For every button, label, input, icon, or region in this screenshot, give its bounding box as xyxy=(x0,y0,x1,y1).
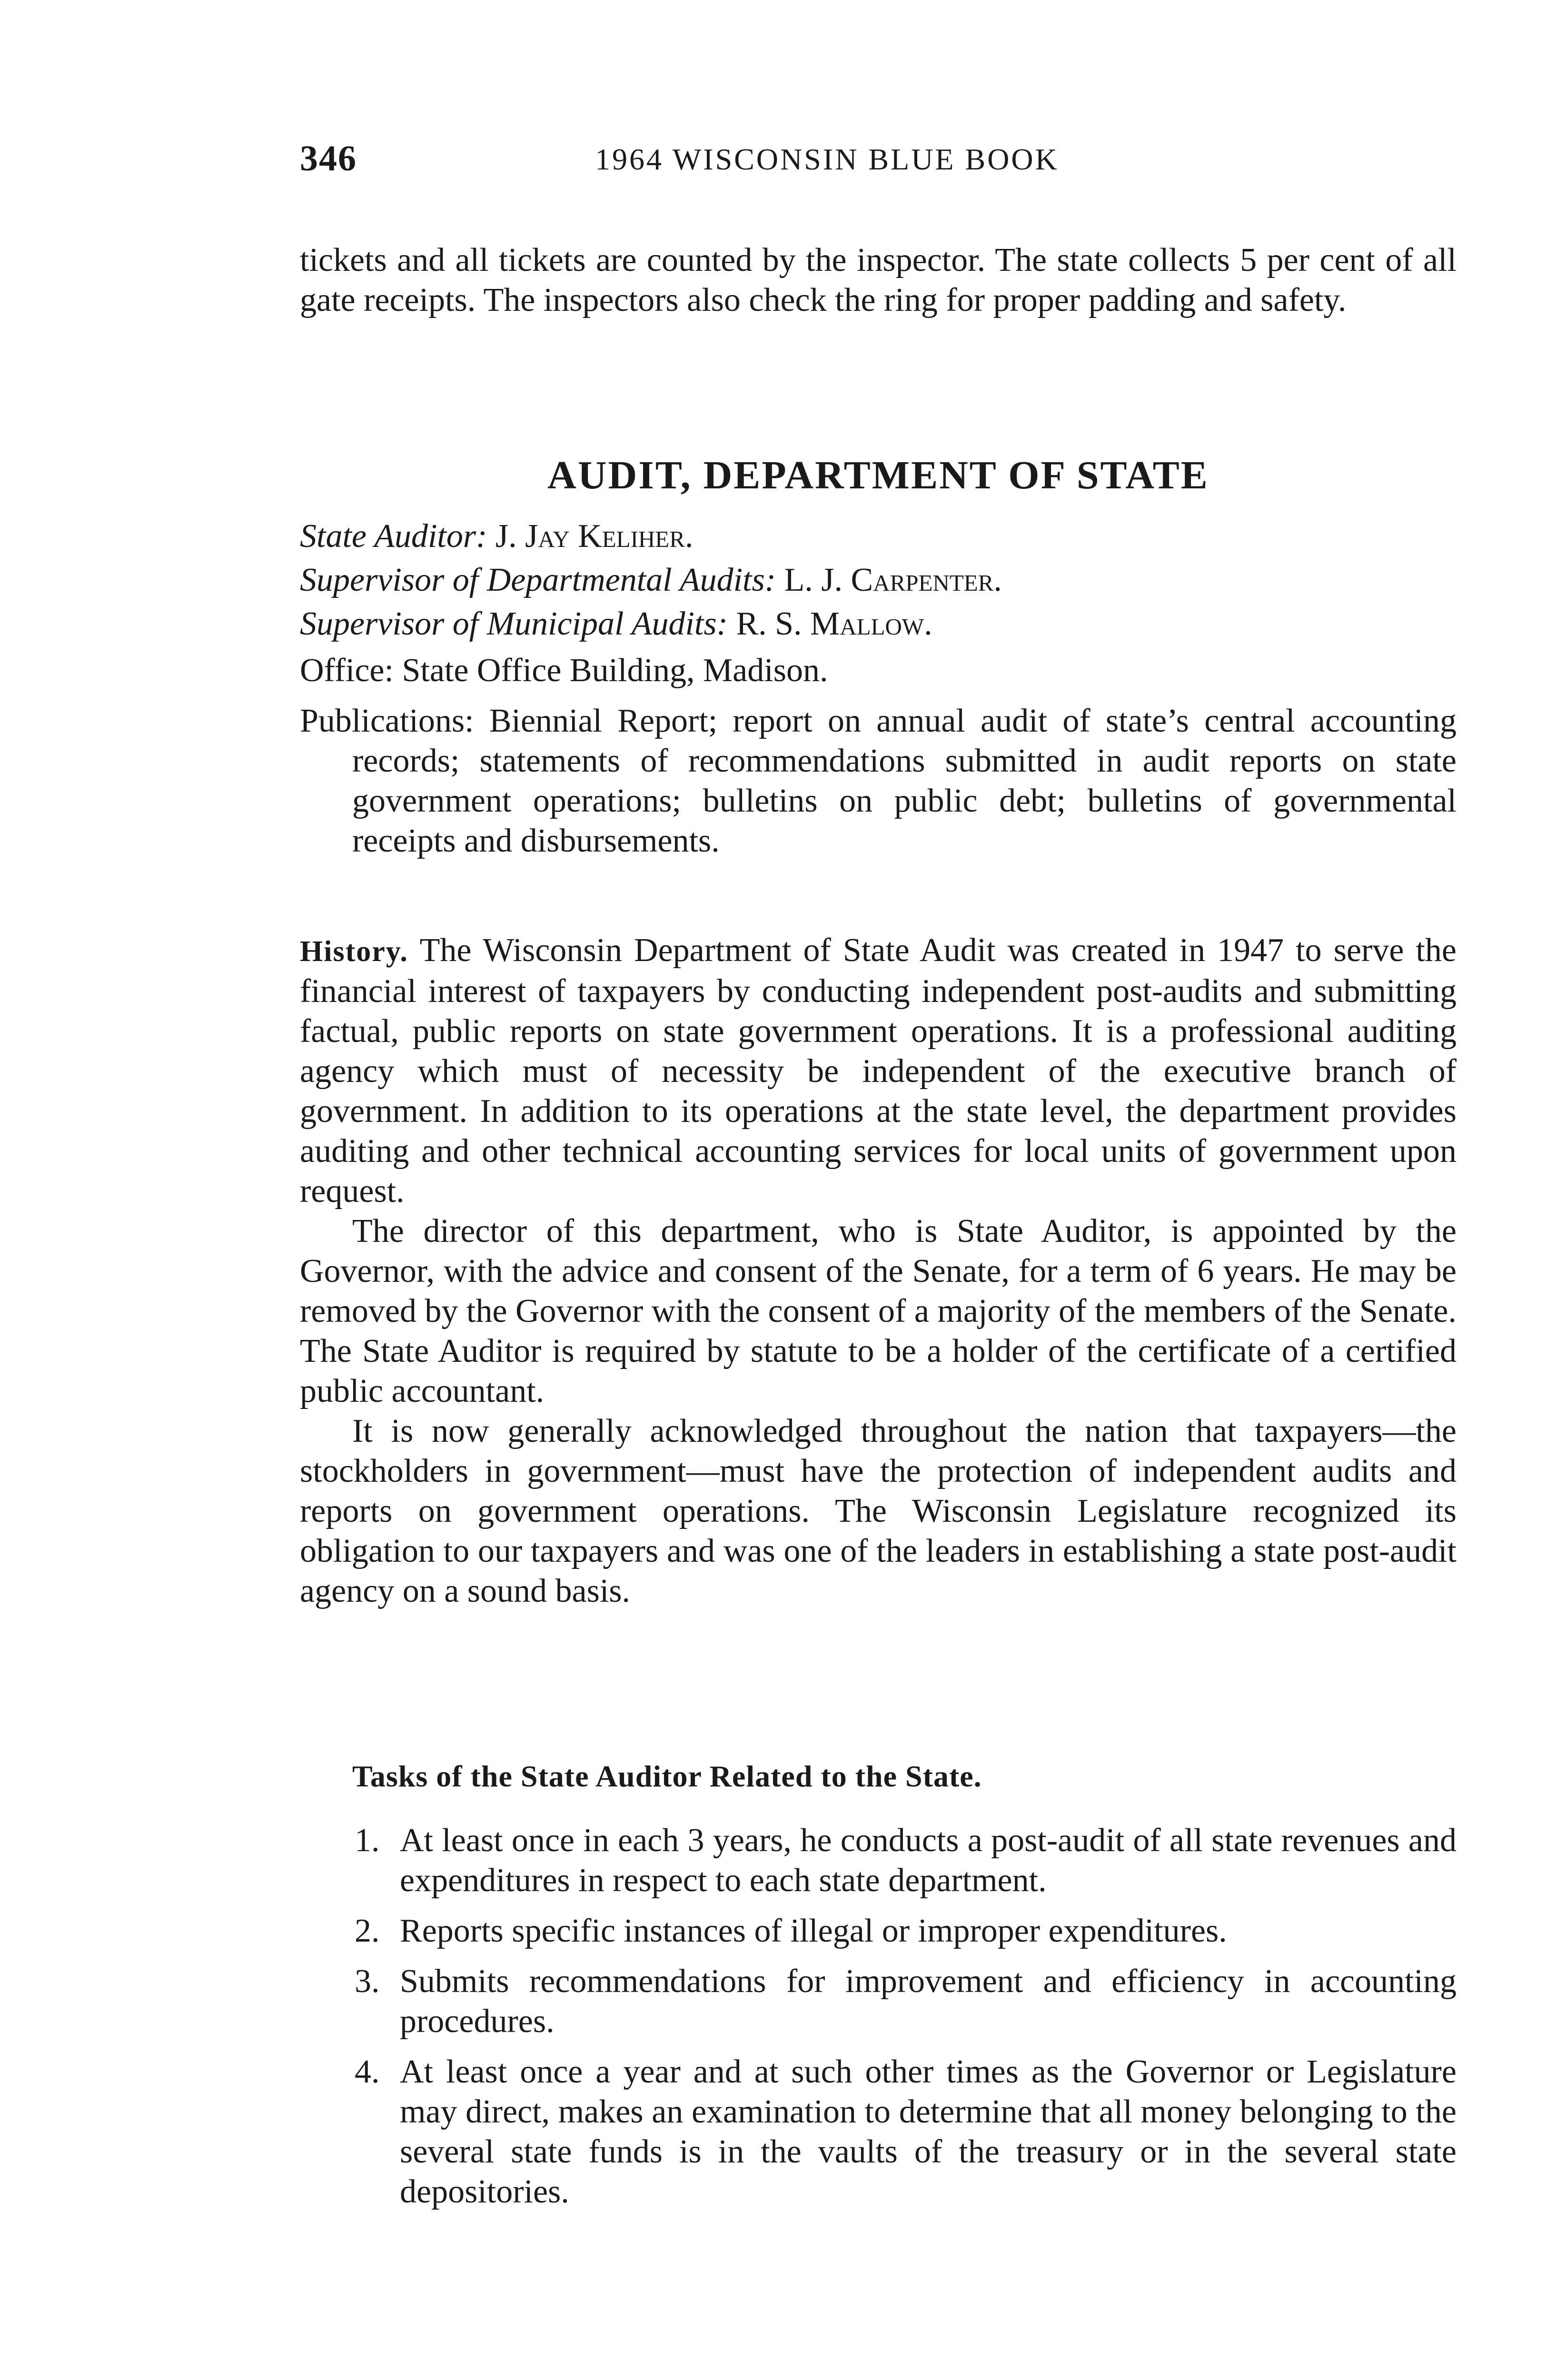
list-item xyxy=(300,1962,1457,2042)
official-role: State Auditor: xyxy=(300,518,487,555)
official-departmental-supervisor xyxy=(300,560,1457,600)
list-item-number: 3. xyxy=(355,1963,380,2000)
page-number: 346 xyxy=(300,139,357,178)
list-item xyxy=(300,1821,1457,1901)
running-head xyxy=(300,138,1457,190)
history-heading: History. xyxy=(300,935,408,968)
history-text-1: The Wisconsin Department of State Audit was created in 1947 to serve the financial interest of taxpayers by conducting independent post-audits and submitting factual, public reports on state government operations. It is a professional auditing agency which must of necessity be independent of the executive branch of government. In addition to its operations at the state level, the department provides auditing and other technical accounting services for local units of government upon request. xyxy=(300,932,1457,1210)
tasks-list xyxy=(300,1821,1457,2222)
history-paragraph-3: It is now generally acknowledged throughout the nation that taxpayers—the stockholders in government—must have the protection of independent audits and reports on government operations. The Wisconsin Legislature recognized its obligation to our taxpayers and was one of the leaders in establishing a state post-audit agency on a sound basis. xyxy=(300,1413,1457,1609)
history-section xyxy=(300,931,1457,1611)
official-role: Supervisor of Departmental Audits: xyxy=(300,562,776,598)
official-municipal-supervisor xyxy=(300,604,1457,644)
publications-list: Publications: Biennial Report; report on annual audit of state’s central accounting records; statements of recommendations submitted in audit reports on state government operations; bulletins on public debt; bulletins of governmental receipts and disbursements. xyxy=(300,703,1457,859)
list-item-number: 1. xyxy=(355,1822,380,1859)
list-item-text: At least once in each 3 years, he conducts a post-audit of all state revenues and expenditures in respect to each state department. xyxy=(400,1822,1457,1899)
list-item-number: 4. xyxy=(355,2053,380,2090)
history-paragraph-1 xyxy=(300,931,1457,1211)
list-item-text: Reports specific instances of illegal or improper expenditures. xyxy=(400,1913,1227,1949)
list-item xyxy=(300,2052,1457,2212)
list-item-text: Submits recommendations for improvement and efficiency in accounting procedures. xyxy=(400,1963,1457,2040)
section-title: AUDIT, DEPARTMENT OF STATE xyxy=(547,453,1209,497)
book-title: 1964 WISCONSIN BLUE BOOK xyxy=(595,142,1059,176)
official-state-auditor xyxy=(300,516,1457,556)
list-item xyxy=(300,1911,1457,1951)
official-name: R. S. Mallow. xyxy=(736,605,932,642)
intro-text xyxy=(300,240,1457,320)
list-item-number: 2. xyxy=(355,1913,380,1949)
office-address: Office: State Office Building, Madison. xyxy=(300,652,828,689)
tasks-heading: Tasks of the State Auditor Related to the State. xyxy=(352,1759,982,1793)
list-item-text: At least once a year and at such other times as the Governor or Legislature may direct, makes an examination to determine that all money belonging to the several state funds is in the vaults of the treasury or in the several state depositories. xyxy=(400,2053,1457,2210)
official-role: Supervisor of Municipal Audits: xyxy=(300,605,728,642)
history-paragraph-2: The director of this department, who is State Auditor, is appointed by the Governor, with the advice and consent of the Senate, for a term of 6 years. He may be removed by the Governor with the consent of a majority of the members of the Senate. The State Auditor is required by statute to be a holder of the certificate of a certified public accountant. xyxy=(300,1213,1457,1409)
official-name: J. Jay Keliher. xyxy=(495,518,694,555)
department-officials xyxy=(300,516,1457,861)
official-name: L. J. Carpenter. xyxy=(784,562,1002,598)
intro-paragraph: tickets and all tickets are counted by the inspector. The state collects 5 per cent of all gate receipts. The inspectors also check the ring for proper padding and safety. xyxy=(300,242,1457,318)
